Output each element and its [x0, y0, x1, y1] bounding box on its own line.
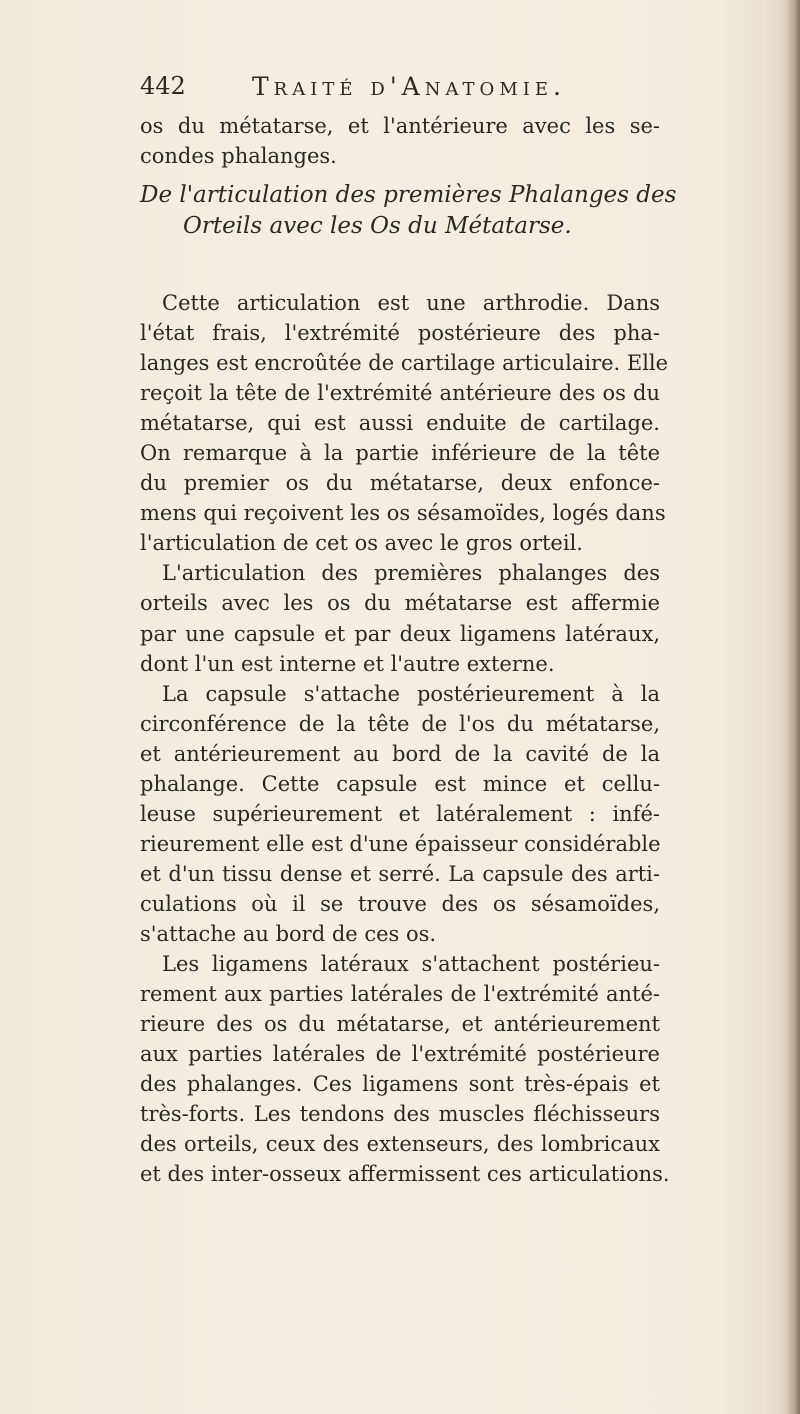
text-line: La capsule s'attache postérieurement à la — [162, 681, 660, 706]
text-line: du premier os du métatarse, deux enfonce- — [140, 471, 660, 496]
text-line: culations où il se trouve des os sésamoïdes, — [140, 891, 660, 916]
text-line: condes phalanges. — [140, 143, 337, 168]
text-line: Les ligamens latéraux s'attachent postérieu- — [162, 952, 660, 977]
page-edge-shadow — [786, 0, 800, 1414]
section-heading-line: Orteils avec les Os du Métatarse. — [183, 213, 572, 239]
text-line: os du métatarse, et l'antérieure avec les se- — [140, 114, 660, 138]
text-line: leuse supérieurement et latéralement : infé- — [140, 801, 660, 826]
text-line: mens qui reçoivent les os sésamoïdes, logés dans — [140, 501, 666, 526]
text-line: orteils avec les os du métatarse est affermie — [140, 591, 660, 616]
text-line: des phalanges. Ces ligamens sont très-épais et — [140, 1072, 660, 1097]
text-line: l'état frais, l'extrémité postérieure des pha- — [140, 321, 660, 346]
text-line: des orteils, ceux des extenseurs, des lombricaux — [140, 1132, 660, 1157]
text-line: phalange. Cette capsule est mince et cellu- — [140, 771, 660, 796]
text-line: L'articulation des premières phalanges des — [162, 561, 660, 586]
text-line: très-forts. Les tendons des muscles fléchisseurs — [140, 1102, 660, 1127]
text-line: l'articulation de cet os avec le gros orteil. — [140, 531, 583, 556]
body-text — [140, 288, 670, 1189]
text-line: et antérieurement au bord de la cavité de la — [140, 741, 660, 766]
text-line: et d'un tissu dense et serré. La capsule des arti- — [140, 861, 660, 886]
text-line: rieure des os du métatarse, et antérieurement — [140, 1012, 660, 1037]
text-line: et des inter-osseux affermissent ces articulations. — [140, 1162, 670, 1187]
text-line: rieurement elle est d'une épaisseur considérable — [140, 831, 661, 856]
text-line: On remarque à la partie inférieure de la tête — [140, 441, 660, 466]
text-line: par une capsule et par deux ligamens latéraux, — [140, 621, 660, 646]
running-header — [140, 72, 640, 108]
page-number: 442 — [140, 72, 186, 100]
running-title: Traité d'Anatomie. — [252, 72, 566, 101]
text-line: langes est encroûtée de cartilage articulaire. Elle — [140, 351, 669, 376]
text-line: Cette articulation est une arthrodie. Dans — [162, 291, 660, 315]
text-line: circonférence de la tête de l'os du métatarse, — [140, 711, 660, 736]
section-heading — [140, 180, 677, 242]
text-line: s'attache au bord de ces os. — [140, 921, 437, 946]
intro-paragraph — [140, 112, 660, 171]
text-line: métatarse, qui est aussi enduite de cartilage. — [140, 411, 660, 436]
section-heading-line: De l'articulation des premières Phalanges des — [140, 182, 677, 208]
text-line: dont l'un est interne et l'autre externe. — [140, 651, 555, 676]
text-line: aux parties latérales de l'extrémité postérieure — [140, 1042, 660, 1067]
text-line: rement aux parties latérales de l'extrémité anté- — [140, 982, 660, 1007]
text-line: reçoit la tête de l'extrémité antérieure des os du — [140, 381, 660, 406]
